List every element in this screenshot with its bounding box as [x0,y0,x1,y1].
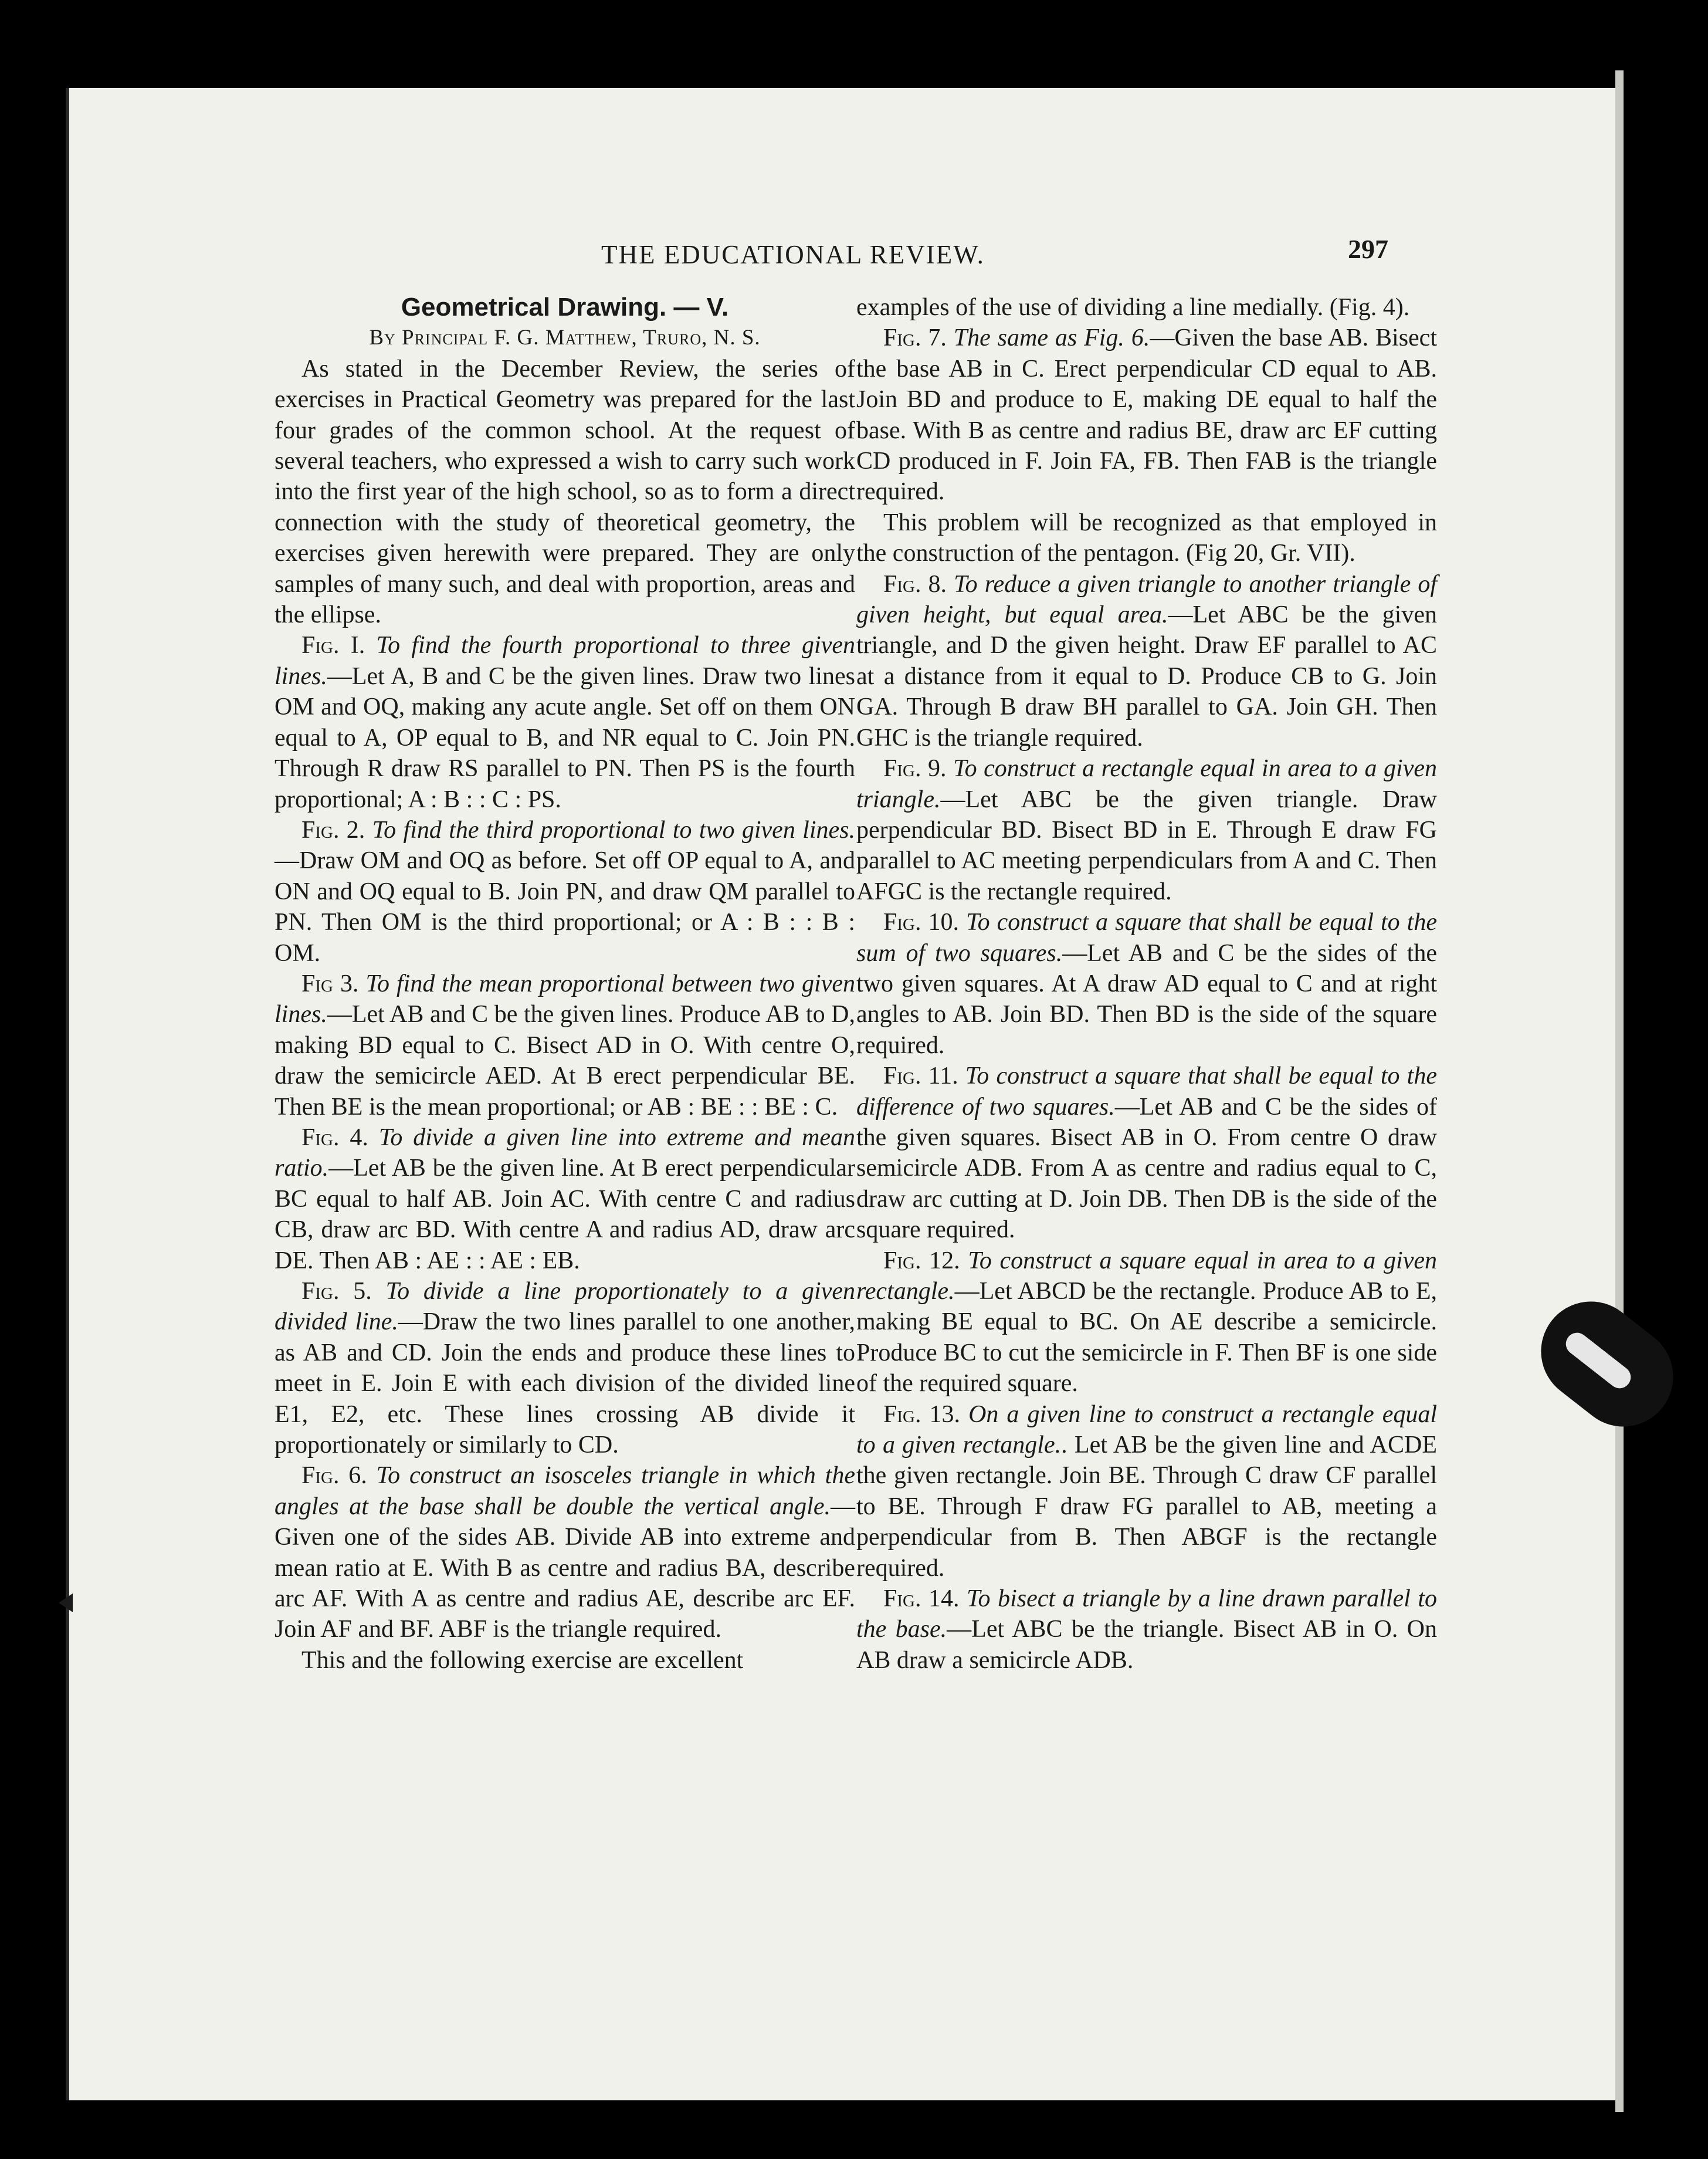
fig5-heading: To divide a line proportionately to a given divided line. [274,1278,855,1336]
fig12-heading: To construct a square equal in area to a given rectangle. [856,1247,1438,1305]
article-title: Geometrical Drawing. — V. [401,293,729,322]
closing-paragraph: This and the following exercise are excellent [301,1646,744,1674]
fig12-body: —Let ABCD be the rectangle. Produce AB to E, making BE equal to BC. On AE describe a semicircle. Produce BC to cut the semicircle in F. Then BF is one side of the required square. [856,1278,1437,1397]
page-number: 297 [1348,234,1388,264]
pentagon-note: This problem will be recognized as that employed in the construction of the pentagon. (Fig 20, Gr. VII). [856,509,1437,567]
fig14-body: —Let ABC be the triangle. Bisect AB in O. On AB draw a semicircle ADB. [856,1616,1438,1674]
page-left-edge [66,88,69,2100]
fig11-body: —Let AB and C be the sides of the given squares. Bisect AB in O. From centre O draw semicircle ADB. From A as centre and radius equal to C, draw arc cutting at D. Join DB. Then DB is the side of the square required. [856,1093,1438,1244]
fig7-body: —Given the base AB. Bisect the base AB in C. Erect perpendicular CD equal to AB. Join BD and produce to E, making DE equal to half the base. With B as centre and radius BE, draw arc EF cutting CD produced in F. Join FA, FB. Then FAB is the triangle required. [856,324,1437,506]
fig10-paragraph [856,907,1437,1061]
fig4-heading: To divide a given line into extreme and mean ratio. [274,1124,855,1182]
fig2-label: Fig. 2. [301,816,365,844]
fig8-label: Fig. 8. [883,570,947,598]
fig9-label: Fig. 9. [883,755,947,783]
fig3-body: —Let AB and C be the given lines. Produce AB to D, making BD equal to C. Bisect AD in O. With centre O, draw the semicircle AED. At B erect perpendicular BE. Then BE is the mean proportional; or AB : BE : : BE : C. [274,1001,855,1121]
fig11-heading: To construct a square that shall be equal to the difference of two squares. [856,1062,1437,1121]
fig9-body: —Let ABC be the given triangle. Draw perpendicular BD. Bisect BD in E. Through E draw FG parallel to AC meeting perpendiculars from A and C. Then AFGC is the rectangle required. [856,786,1437,905]
fig3-heading: To find the mean proportional between two given lines. [274,970,856,1028]
running-head: THE EDUCATIONAL REVIEW. [601,240,985,269]
fig2-heading: To find the third proportional to two given lines. [372,816,856,844]
fig14-heading: To bisect a triangle by a line drawn parallel to the base. [856,1585,1437,1643]
right-column [856,292,1437,1676]
fig13-paragraph [856,1399,1437,1583]
page-right-edge [1615,70,1624,2112]
fig3-label: Fig 3. [301,970,359,997]
intro-paragraph: As stated in the December Review, the series of exercises in Practical Geometry was prepared for the last four grades of the common school. At the request of several teachers, who expressed a wish to carry such work into the first year of the high school, so as to form a direct connection with the study of theoretical geometry, the exercises given herewith were prepared. They are only samples of many such, and deal with proportion, areas and the ellipse. [274,355,855,629]
continuation-paragraph: examples of the use of dividing a line medially. (Fig. 4). [856,294,1410,321]
margin-pointer-mark [59,1593,73,1612]
fig9-heading: To construct a rectangle equal in area to a given triangle. [856,755,1438,813]
fig14-label: Fig. 14. [883,1585,960,1613]
fig3-paragraph [274,969,855,1122]
fig6-body: —Given one of the sides AB. Divide AB into extreme and mean ratio at E. With B as centre and radius BA, describe arc AF. With A as centre and radius AE, describe arc EF. Join AF and BF. ABF is the triangle required. [274,1493,855,1643]
fig13-heading: On a given line to construct a rectangle equal to a given rectangle. [856,1400,1438,1459]
fig2-paragraph [274,815,855,969]
fig13-label: Fig. 13. [883,1400,961,1428]
fig7-heading: The same as Fig. 6. [953,324,1150,352]
left-column [274,292,855,1676]
fig6-paragraph [274,1460,855,1644]
fig8-heading: To reduce a given triangle to another triangle of given height, but equal area. [856,570,1437,629]
fig1-paragraph [274,630,855,814]
fig6-heading: To construct an isosceles triangle in which the angles at the base shall be double the vertical angle. [274,1462,855,1520]
fig2-body: —Draw OM and OQ as before. Set off OP equal to A, and ON and OQ equal to B. Join PN, and draw QM parallel to PN. Then OM is the third proportional; or A : B : : B : OM. [274,847,855,967]
fig4-paragraph [274,1122,855,1276]
fig10-body: —Let AB and C be the sides of the two given squares. At A draw AD equal to C and at right angles to AB. Join BD. Then BD is the side of the square required. [856,939,1437,1059]
fig10-heading: To construct a square that shall be equal to the sum of two squares. [856,909,1437,967]
fig12-label: Fig. 12. [883,1247,960,1274]
fig1-heading: To find the fourth proportional to three given lines. [274,632,855,690]
fig13-body: . Let AB be the given line and ACDE the given rectangle. Join BE. Through C draw CF parallel to BE. Through F draw FG parallel to AB, meeting a perpendicular from B. Then ABGF is the rectangle required. [856,1432,1437,1582]
fig10-label: Fig. 10. [883,909,960,936]
fig4-body: —Let AB be the given line. At B erect perpendicular BC equal to half AB. Join AC. With centre C and radius CB, draw arc BD. With centre A and radius AD, draw arc DE. Then AB : AE : : AE : EB. [274,1155,855,1274]
fig12-paragraph [856,1246,1437,1399]
fig4-label: Fig. 4. [301,1124,368,1151]
fig9-paragraph [856,753,1437,907]
fig11-label: Fig. 11. [883,1062,958,1090]
fig11-paragraph [856,1061,1437,1245]
fig5-body: —Draw the two lines parallel to one another, as AB and CD. Join the ends and produce these lines to meet in E. Join E with each division of the divided line E1, E2, etc. These lines crossing AB divide it proportionately or similarly to CD. [274,1308,855,1459]
fig14-paragraph [856,1583,1437,1676]
fig6-label: Fig. 6. [301,1462,367,1490]
fig8-body: —Let ABC be the given triangle, and D the given height. Draw EF parallel to AC at a distance from it equal to D. Produce CB to G. Join GA. Through B draw BH parallel to GA. Join GH. Then GHC is the triangle required. [856,601,1437,752]
fig5-paragraph [274,1276,855,1460]
fig5-label: Fig. 5. [301,1278,372,1305]
fig7-paragraph [856,323,1437,507]
fig7-label: Fig. 7. [883,324,947,352]
fig1-body: —Let A, B and C be the given lines. Draw two lines OM and OQ, making any acute angle. Set off on them ON equal to A, OP equal to B, and NR equal to C. Join PN. Through R draw RS parallel to PN. Then PS is the fourth proportional; A : B : : C : PS. [274,662,855,813]
fig1-label: Fig. I. [301,632,365,659]
fig8-paragraph [856,569,1437,753]
article-byline: By Principal F. G. Matthew, Truro, N. S. [369,326,761,350]
